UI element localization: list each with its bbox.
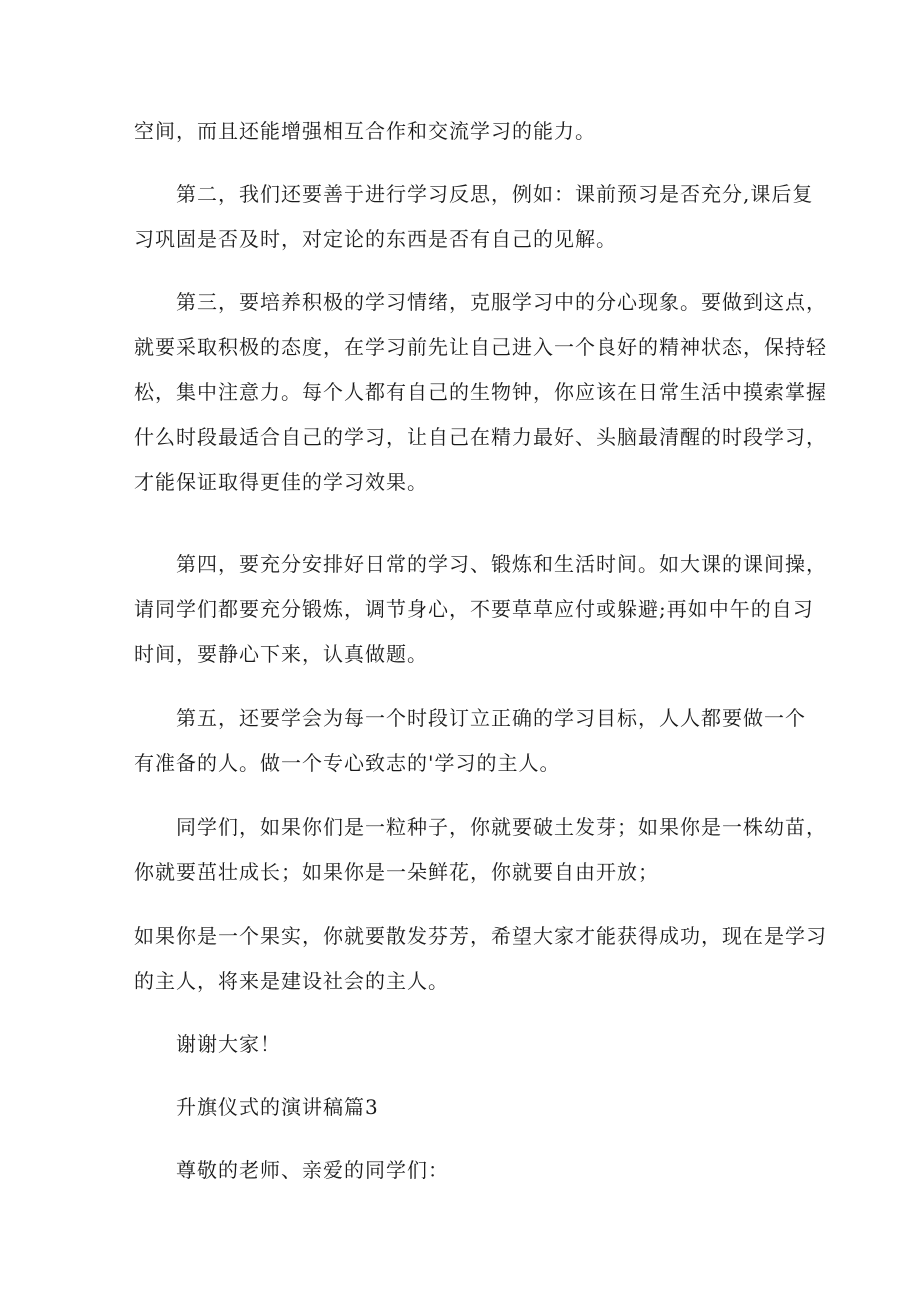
text-line: 请同学们都要充分锻炼，调节身心，不要草草应付或躲避;再如中午的自习 [134,597,814,621]
text-line: 才能保证取得更佳的学习效果。 [134,470,428,494]
text-line: 第三，要培养积极的学习情绪，克服学习中的分心现象。要做到这点， [176,290,827,314]
text-line: 尊敬的老师、亲爱的同学们： [176,1158,449,1182]
text-line: 时间，要静心下来，认真做题。 [134,642,428,666]
paragraph-fruit [134,914,827,1004]
text-line: 什么时段最适合自己的学习，让自己在精力最好、头脑最清醒的时段学习， [134,425,827,449]
text-line: 就要采取积极的态度，在学习前先让自己进入一个良好的精神状态，保持轻 [134,335,827,359]
text-line: 的主人，将来是建设社会的主人。 [134,969,449,993]
text-line: 升旗仪式的演讲稿篇3 [176,1095,379,1119]
paragraph-fifth [134,696,806,786]
text-line: 第二，我们还要善于进行学习反思，例如：课前预习是否充分,课后复 [176,182,814,206]
text-line: 你就要茁壮成长；如果你是一朵鲜花，你就要自由开放； [134,860,659,884]
text-line: 同学们，如果你们是一粒种子，你就要破土发芽；如果你是一株幼苗， [176,815,827,839]
text-line: 空间，而且还能增强相互合作和交流学习的能力。 [134,119,596,143]
text-line: 习巩固是否及时，对定论的东西是否有自己的见解。 [134,227,617,251]
paragraph-classmates [134,805,827,895]
text-line: 第五，还要学会为每一个时段订立正确的学习目标，人人都要做一个 [176,706,806,730]
text-line: 如果你是一个果实，你就要散发芬芳，希望大家才能获得成功，现在是学习 [134,924,827,948]
paragraph-fourth [134,542,827,677]
text-line: 有准备的人。做一个专心致志的'学习的主人。 [134,751,561,775]
text-line: 松，集中注意力。每个人都有自己的生物钟，你应该在日常生活中摸索掌握 [134,380,827,404]
paragraph-thanks [134,1022,794,1067]
paragraph-third [134,280,827,505]
paragraph-second [134,172,814,262]
text-line: 谢谢大家！ [176,1032,281,1056]
text-line: 第四，要充分安排好日常的学习、锻炼和生活时间。如大课的课间操， [176,552,827,576]
section-heading [134,1085,794,1130]
salutation [134,1148,794,1193]
paragraph-continuation [134,109,794,154]
